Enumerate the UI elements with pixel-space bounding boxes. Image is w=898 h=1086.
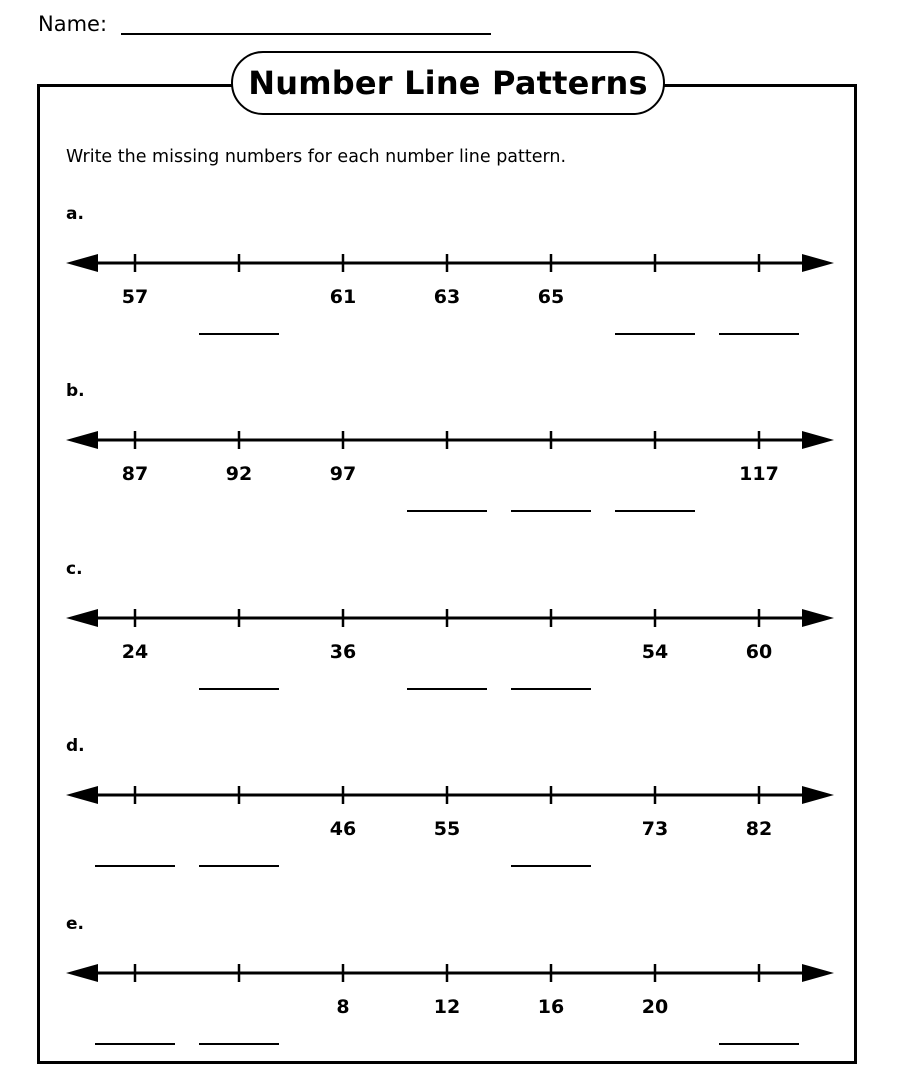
- problem-letter: b.: [66, 381, 85, 401]
- tick-label: 82: [745, 818, 773, 840]
- answer-blank[interactable]: [511, 688, 591, 690]
- title-banner: [231, 51, 665, 115]
- answer-blank[interactable]: [615, 510, 695, 512]
- page-title: Number Line Patterns: [248, 64, 648, 102]
- tick-label: 65: [537, 286, 565, 308]
- number-line: [0, 738, 898, 818]
- tick-label: 36: [329, 641, 357, 663]
- right-arrow-icon: [802, 254, 834, 272]
- answer-blank[interactable]: [199, 333, 279, 335]
- left-arrow-icon: [66, 609, 98, 627]
- tick-label: 60: [745, 641, 773, 663]
- instructions: Write the missing numbers for each number line pattern.: [66, 147, 567, 167]
- tick-label: 117: [739, 463, 779, 485]
- problem-e: [0, 916, 898, 1086]
- tick-label: 63: [433, 286, 461, 308]
- problem-d: [0, 738, 898, 908]
- answer-blank[interactable]: [95, 865, 175, 867]
- answer-blank[interactable]: [407, 688, 487, 690]
- left-arrow-icon: [66, 964, 98, 982]
- number-line: [0, 916, 898, 996]
- number-line: [0, 383, 898, 463]
- tick-label: 8: [336, 996, 350, 1018]
- tick-label: 57: [121, 286, 149, 308]
- right-arrow-icon: [802, 786, 834, 804]
- right-arrow-icon: [802, 431, 834, 449]
- tick-label: 55: [433, 818, 461, 840]
- right-arrow-icon: [802, 609, 834, 627]
- number-line: [0, 561, 898, 641]
- left-arrow-icon: [66, 786, 98, 804]
- tick-label: 97: [329, 463, 357, 485]
- tick-label: 92: [225, 463, 253, 485]
- tick-label: 16: [537, 996, 565, 1018]
- tick-label: 73: [641, 818, 669, 840]
- problem-letter: d.: [66, 736, 85, 756]
- problem-letter: c.: [66, 559, 83, 579]
- tick-label: 46: [329, 818, 357, 840]
- answer-blank[interactable]: [199, 865, 279, 867]
- problem-b: [0, 383, 898, 553]
- name-label: Name:: [38, 12, 108, 36]
- tick-label: 54: [641, 641, 669, 663]
- tick-label: 20: [641, 996, 669, 1018]
- tick-label: 12: [433, 996, 461, 1018]
- problem-letter: a.: [66, 204, 84, 224]
- answer-blank[interactable]: [511, 510, 591, 512]
- tick-label: 24: [121, 641, 149, 663]
- tick-label: 87: [121, 463, 149, 485]
- answer-blank[interactable]: [95, 1043, 175, 1045]
- number-line: [0, 206, 898, 286]
- problem-letter: e.: [66, 914, 84, 934]
- name-input-line[interactable]: [121, 33, 491, 35]
- answer-blank[interactable]: [719, 1043, 799, 1045]
- answer-blank[interactable]: [407, 510, 487, 512]
- right-arrow-icon: [802, 964, 834, 982]
- problem-c: [0, 561, 898, 731]
- answer-blank[interactable]: [615, 333, 695, 335]
- left-arrow-icon: [66, 254, 98, 272]
- answer-blank[interactable]: [719, 333, 799, 335]
- problem-a: [0, 206, 898, 376]
- answer-blank[interactable]: [199, 688, 279, 690]
- tick-label: 61: [329, 286, 357, 308]
- answer-blank[interactable]: [199, 1043, 279, 1045]
- answer-blank[interactable]: [511, 865, 591, 867]
- left-arrow-icon: [66, 431, 98, 449]
